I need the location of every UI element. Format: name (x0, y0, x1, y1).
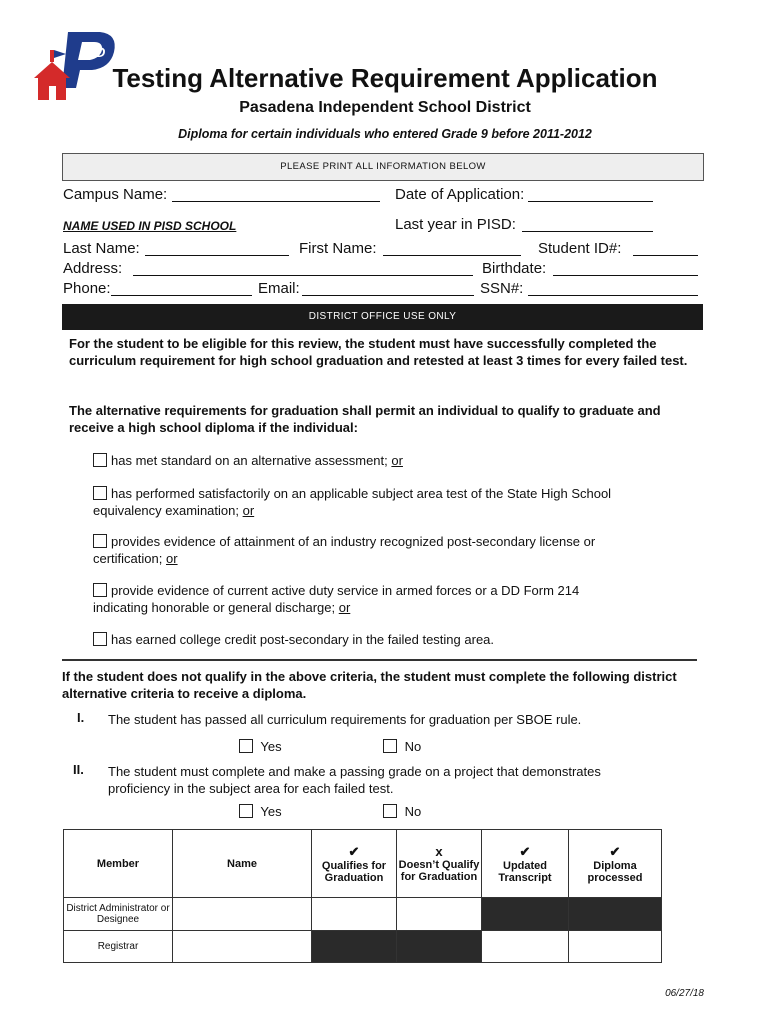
check-icon: ✔ (609, 843, 621, 859)
criterion-numeral: II. (73, 762, 84, 777)
option-or: or (242, 503, 255, 518)
no-label: No (404, 804, 422, 819)
option-checkbox[interactable] (93, 534, 107, 548)
yes-checkbox[interactable] (239, 804, 253, 818)
option-checkbox[interactable] (93, 632, 107, 646)
option-checkbox[interactable] (93, 453, 107, 467)
table-row (64, 931, 662, 963)
page-title: Testing Alternative Requirement Application (112, 63, 658, 93)
name-cell[interactable] (173, 931, 312, 963)
qualifies-cell[interactable] (312, 898, 397, 931)
name-used-heading: NAME USED IN PISD SCHOOL (63, 219, 237, 233)
diploma-label: Diploma processed (587, 859, 643, 884)
diploma-cell-shaded (569, 898, 662, 931)
alternative-intro: The alternative requirements for graduation shall permit an individual to qualify to graduate and receive a high school diploma if the individual: (69, 403, 661, 435)
phone-label: Phone: (63, 280, 111, 297)
address-label: Address: (63, 260, 123, 277)
transcript-cell-shaded (482, 898, 569, 931)
member-header: Member (64, 830, 173, 898)
print-notice-bar: PLEASE PRINT ALL INFORMATION BELOW (62, 153, 704, 181)
tagline: Diploma for certain individuals who entered Grade 9 before 2011-2012 (178, 127, 592, 141)
last-year-field[interactable] (522, 217, 653, 232)
option-industry-license (93, 533, 633, 567)
name-cell[interactable] (173, 898, 312, 931)
district-criteria-paragraph: If the student does not qualify in the above criteria, the student must complete the following district alternative criteria to receive a diploma. (62, 669, 677, 701)
birthdate-field[interactable] (553, 261, 698, 276)
campus-name-label: Campus Name: (63, 186, 168, 203)
birthdate-label: Birthdate: (482, 260, 547, 277)
option-checkbox[interactable] (93, 486, 107, 500)
doesnt-qualify-label: Doesn’t Qualify for Graduation (398, 859, 480, 883)
transcript-label: Updated Transcript (498, 859, 552, 884)
option-text: provide evidence of current active duty service in armed forces or a DD Form 214 indicating honorable or general discharge; (93, 583, 580, 615)
criterion-text: The student must complete and make a passing grade on a project that demonstrates proficiency in the subject area for each failed test. (108, 764, 601, 796)
option-or: or (338, 600, 351, 615)
yes-label: Yes (260, 804, 282, 819)
option-active-duty (93, 582, 633, 616)
option-alternative-assessment (93, 452, 633, 469)
eligibility-paragraph: For the student to be eligible for this review, the student must have successfully completed the curriculum requirement for high school graduation and retested at least 3 times for every failed test. (69, 336, 688, 368)
last-year-label: Last year in PISD: (395, 216, 516, 233)
option-college-credit (93, 631, 633, 648)
email-label: Email: (258, 280, 300, 297)
member-cell: Registrar (64, 931, 173, 963)
qualifies-header (312, 830, 397, 898)
review-table (63, 829, 662, 963)
section-divider (62, 659, 697, 661)
option-or: or (166, 551, 178, 566)
option-checkbox[interactable] (93, 583, 107, 597)
district-name: Pasadena Independent School District (239, 99, 531, 116)
email-field[interactable] (302, 281, 474, 296)
qualifies-label: Qualifies for Graduation (321, 859, 387, 884)
diploma-cell[interactable] (569, 931, 662, 963)
option-text: has met standard on an alternative assessment; (111, 453, 388, 468)
criterion-2-yes[interactable] (239, 803, 282, 820)
ssn-label: SSN#: (480, 280, 524, 297)
doesnt-qualify-header (397, 830, 482, 898)
member-cell: District Administrator or Designee (64, 898, 173, 931)
check-icon: ✔ (348, 843, 360, 859)
criterion-text: The student has passed all curriculum requirements for graduation per SBOE rule. (108, 712, 582, 727)
criterion-2-no[interactable] (383, 803, 421, 820)
transcript-cell[interactable] (482, 931, 569, 963)
student-id-label: Student ID#: (538, 240, 622, 257)
no-checkbox[interactable] (383, 804, 397, 818)
table-row (64, 898, 662, 931)
ssn-field[interactable] (528, 281, 698, 296)
first-name-label: First Name: (299, 240, 377, 257)
phone-field[interactable] (111, 281, 252, 296)
doesnt-qualify-cell-shaded (397, 931, 482, 963)
qualifies-cell-shaded (312, 931, 397, 963)
student-id-field[interactable] (633, 241, 698, 256)
district-office-bar: DISTRICT OFFICE USE ONLY (62, 304, 703, 330)
option-text: has earned college credit post-secondary in the failed testing area. (111, 632, 495, 647)
option-or: or (391, 453, 403, 468)
criterion-1-no[interactable] (383, 738, 421, 755)
option-equivalency-exam (93, 485, 633, 519)
date-of-application-label: Date of Application: (395, 186, 525, 203)
first-name-field[interactable] (383, 241, 521, 256)
option-text: provides evidence of attainment of an industry recognized post-secondary license or certification; (93, 534, 596, 566)
criterion-1-yes[interactable] (239, 738, 282, 755)
option-text: has performed satisfactorily on an applicable subject area test of the State High School equivalency examination; (93, 486, 612, 518)
doesnt-qualify-cell[interactable] (397, 898, 482, 931)
footer-date: 06/27/18 (665, 988, 704, 999)
name-header: Name (173, 830, 312, 898)
no-checkbox[interactable] (383, 739, 397, 753)
transcript-header (482, 830, 569, 898)
last-name-label: Last Name: (63, 240, 140, 257)
x-icon: x (435, 844, 443, 859)
svg-text:ISD: ISD (82, 44, 106, 60)
check-icon: ✔ (519, 843, 531, 859)
last-name-field[interactable] (145, 241, 289, 256)
date-of-application-field[interactable] (528, 187, 653, 202)
diploma-header (569, 830, 662, 898)
table-header-row (64, 830, 662, 898)
campus-name-field[interactable] (172, 187, 380, 202)
yes-checkbox[interactable] (239, 739, 253, 753)
no-label: No (404, 739, 422, 754)
yes-label: Yes (260, 739, 282, 754)
criterion-numeral: I. (77, 710, 85, 725)
address-field[interactable] (133, 261, 473, 276)
